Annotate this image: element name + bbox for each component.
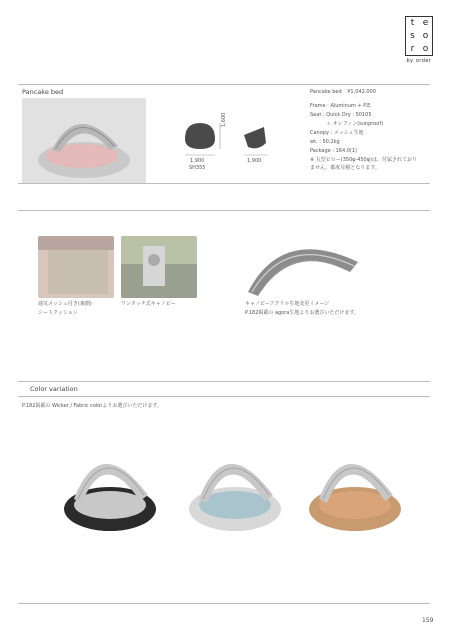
- canopy-fabric-image: [242, 232, 364, 298]
- logo-letter: s: [410, 31, 415, 41]
- caption-cushion-2: シートクッション: [38, 310, 78, 316]
- caption-cushion-1: 通気メッシュ付き(裏側): [38, 301, 92, 307]
- divider: [18, 183, 430, 184]
- spec-weight: wt. : 50.2kg: [310, 139, 340, 145]
- spec-frame: Frame : Aluminum + P.E.: [310, 103, 372, 109]
- spec-canopy: Canopy : メッシュ生地: [310, 130, 364, 136]
- canopy-hinge-image: [121, 236, 197, 298]
- variant-white: [185, 435, 285, 535]
- logo-subtitle: by order: [406, 58, 432, 64]
- dim-height: 1,600: [221, 112, 227, 127]
- caption-fabric-2: P.182掲載の agora生地よりお選びいただけます。: [245, 310, 359, 316]
- color-note: P.182掲載の Wicker / Fabric colorよりお選びいただけます。: [22, 403, 162, 409]
- spec-seat-extra: ＋ オレフィン(sunproof): [326, 121, 384, 127]
- spec-note: ※ 丸型ピロー(350φ·450φ)は、付属されておりません。都度見積となります。: [310, 157, 417, 171]
- logo-letter: o: [422, 44, 429, 54]
- caption-fabric-1: キャノピーアクリル生地変更イメージ: [245, 301, 330, 307]
- price: ¥1,042,000: [347, 89, 376, 95]
- logo-letter: o: [422, 31, 429, 41]
- product-photo: [22, 98, 146, 184]
- spec-package: Package : 164.0(1): [310, 148, 357, 154]
- product-name-price: [310, 88, 376, 97]
- caption-canopy: ワンタッチ式キャノピー: [121, 301, 176, 307]
- divider: [18, 396, 430, 397]
- brand-logo: [405, 16, 433, 56]
- pancake-bed-image: [22, 98, 146, 184]
- page-number: 159: [422, 617, 434, 624]
- dim-top-width: 1,900: [190, 158, 205, 164]
- logo-letter: t: [410, 18, 415, 28]
- product-section-title: Pancake bed: [22, 88, 64, 96]
- color-section-title: Color variation: [30, 385, 78, 393]
- logo-letter: e: [422, 18, 429, 28]
- logo-letter: r: [410, 44, 415, 54]
- spec-seat: Seat : Quick Dry : 50105: [310, 112, 372, 118]
- bottom-divider: [18, 603, 430, 604]
- seat-cushion-photo: [38, 236, 114, 298]
- canopy-mechanism-photo: [121, 236, 197, 298]
- variant-tan: [305, 435, 405, 535]
- product-name: Pancake bed: [310, 89, 342, 95]
- dim-seat-height: SH355: [189, 165, 206, 171]
- divider: [18, 381, 430, 382]
- top-divider: [18, 84, 430, 85]
- mesh-cushion-image: [38, 236, 114, 298]
- divider: [18, 210, 430, 211]
- variant-black: [60, 435, 160, 535]
- dim-side-width: 1,900: [247, 158, 262, 164]
